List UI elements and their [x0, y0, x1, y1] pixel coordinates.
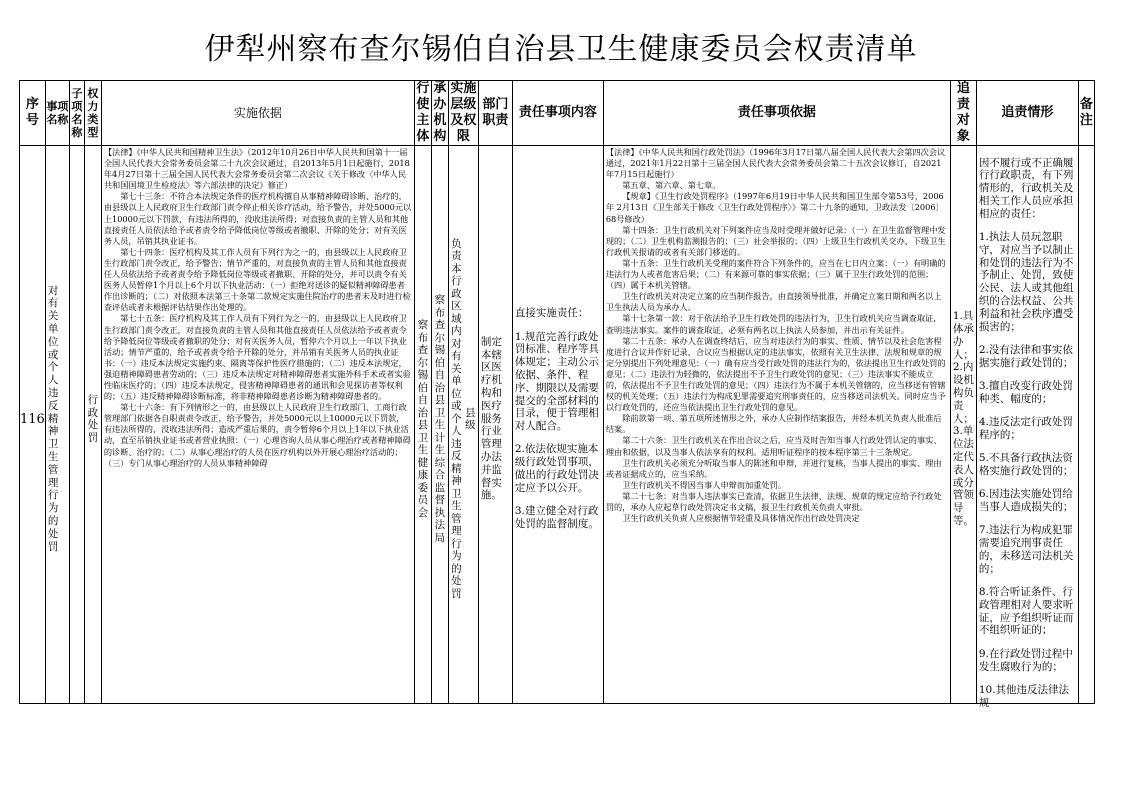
paragraph: 卫生行政机关不得因当事人申辩而加重处罚。: [622, 479, 786, 490]
paragraph: 卫生行政机关必须充分听取当事人的陈述和申辩，并进行复核，当事人提出的事实、理由或者证据成立的，应当采纳。: [605, 457, 942, 479]
cell-subject: [414, 146, 431, 704]
cell-circumstances: [976, 146, 1078, 709]
cell-agency: [431, 146, 448, 704]
header-circumstances: 追责情形: [976, 81, 1078, 146]
header-item-name: 事项名称: [45, 81, 69, 146]
header-agency: 承办机构: [433, 81, 447, 144]
paragraph: 1.执法人员玩忽职守，对应当予以制止和处罚的违法行为不予制止、处罚，致使公民、法人或其他组织的合法权益、公共利益和社会秩序遭受损害的；: [978, 230, 1074, 333]
responsibility-table: [19, 80, 1095, 709]
header-dept-duty: 部门职责: [478, 81, 512, 146]
row-resp-basis: [604, 146, 950, 694]
cell-basis: [101, 146, 414, 704]
paragraph: 第十四条：卫生行政机关对下列案件应当及时受理并做好记录：（一）在卫生监督管理中发现的；（二）卫生机构监测报告的；（三）社会举报的；（四）上级卫生行政机关交办、下级卫生行政机关报请的或者有关部门移送的。: [605, 224, 946, 257]
paragraph: 第五章、第六章、第七章。: [622, 180, 721, 191]
header-resp-content: 责任事项内容: [512, 81, 603, 146]
row-dept-duty-left: 负责本行政区域内对有关单位或个人违反精神卫生管理行为的处罚: [451, 237, 462, 600]
paragraph: 2.没有法律和事实依据实施行政处罚的；: [978, 343, 1074, 369]
paragraph: 第七十四条：医疗机构及其工作人员有下列行为之一的，由县级以上人民政府卫生行政部门责令改正，给予警告；情节严重的，对直接负责的主管人员和其他直接责任人员依法给予或者责令给予降低岗位等级或者撤职、开除的处分，并可以责令有关医务人员暂停1个月以上6个月以下执业活动：（一）拒绝对送诊的疑似精神障碍患者作出诊断的；（二）对依照本法第三十条第二款规定实施住院治疗的患者未及时进行检查评估或者未根据评估结果作出处理的。: [103, 246, 411, 313]
table-row: [20, 146, 1095, 704]
header-power-type: 权力类型: [84, 81, 101, 146]
paragraph: 3.建立健全对行政处罚的监督制度。: [514, 505, 599, 530]
header-remarks: 备注: [1078, 81, 1094, 146]
paragraph: 7.违法行为构成犯罪需要追究刑事责任的，未移送司法机关的；: [978, 524, 1074, 575]
paragraph: 8.符合听证条件、行政管理相对人要求听证，应予组织听证而不组织听证的；: [978, 586, 1074, 637]
header-seq: 序号: [20, 81, 46, 146]
cell-remarks: [1078, 146, 1094, 704]
paragraph: 第七十五条：医疗机构及其工作人员有下列行为之一的，由县级以上人民政府卫生行政部门责令改正，对直接负责的主管人员和其他直接责任人员依法给予或者责令给予降低岗位等级或者撤职的处分；对有关医务人员，暂停六个月以上一年以下执业活动；情节严重的，给予或者责令给予开除的处分，并吊销有关医务人员的执业证书：（一）违反本法规定实施约束、隔离等保护性医疗措施的；（二）违反本法规定，强迫精神障碍患者劳动的；（三）违反本法规定对精神障碍患者实施外科手术或者实验性临床医疗的；（四）违反本法规定，侵害精神障碍患者的通讯和会见探访者等权利的；（五）违反精神障碍诊断标准，将非精神障碍患者诊断为精神障碍患者的。: [103, 313, 411, 402]
paragraph: 第十五条：卫生行政机关受理的案件符合下列条件的，应当在七日内立案：（一）有明确的违法行为人或者危害后果；（二）有来源可靠的事实依据；（三）属于卫生行政处罚的范围；（四）属于本机关管辖。: [605, 257, 946, 291]
paragraph: 6.因违法实施处罚给当事人造成损失的；: [978, 488, 1074, 514]
cell-accountable: [950, 146, 976, 704]
paragraph: 2.依法依规实施本级行政处罚事项，做出的行政处罚决定应予以公开。: [514, 443, 599, 494]
row-power-type: 行政处罚: [87, 394, 99, 444]
paragraph: 卫生行政机关对决定立案的应当制作报告，由直接领导批准，并确定立案日期和两名以上卫生执法人员为承办人。: [605, 291, 942, 313]
paragraph: 【法律】《中华人民共和国精神卫生法》（2012年10月26日中华人民共和国第十一届全国人民代表大会常务委员会第二十九次会议通过，自2013年5月1日起施行，2018年4月27日第十三届全国人民代表大会常务委员会第二次会议《关于修改〈中华人民共和国国境卫生检疫法〉等六部法律的决定》修正）: [103, 147, 410, 191]
paragraph: 10.其他违反法律法规: [978, 683, 1070, 709]
paragraph: 第二十五条：承办人在调查终结后，应当对违法行为的事实、性质、情节以及社会危害程度进行合议并作好记录，合议应当根据认定的违法事实，依照有关卫生法律、法规和规章的规定分别提出下列处理意见：（一）确有应当受行政处罚的违法行为的，依法提出卫生行政处罚的意见；（二）违法行为轻微的，依法提出不予卫生行政处罚的意见；（三）违法事实不能成立的，依法提出不予卫生行政处罚的意见；（四）违法行为不属于本机关管辖的，应当移送有管辖权的机关处理；（五）违法行为构成犯罪需要追究刑事责任的，应当移送司法机关。同时应当予以行政处罚的，还应当依法提出卫生行政处罚的意见。: [605, 335, 946, 413]
header-resp-basis: 责任事项依据: [603, 81, 950, 146]
paragraph: 1.规范完善行政处罚标准、程序等具体规定；主动公示依据、条件、程序、期限以及需要提交的全部材料的目录，便于管理相对人配合。: [514, 330, 599, 433]
paragraph: 3.擅自改变行政处罚种类、幅度的；: [978, 379, 1073, 405]
paragraph: 4.违反法定行政处罚程序的；: [978, 416, 1073, 441]
row-dept-duty: 制定本辖区医疗机构和医疗服务行业管理办法并监督实施。: [480, 335, 502, 502]
cell-seq: [20, 146, 46, 704]
paragraph: 第十七条第一款：对于依法给予卫生行政处罚的违法行为，卫生行政机关应当调查取证，查明违法事实。案件的调查取证，必须有两名以上执法人员参加，并出示有关证件。: [605, 313, 942, 335]
paragraph: 卫生行政机关负责人应根据情节轻重及具体情况作出行政处罚决定: [622, 513, 860, 524]
header-sub-item: 子项名称: [69, 81, 84, 146]
header-basis: 实施依据: [101, 81, 414, 146]
row-accountable: 1.具体承办人；2.内设机构负责人；3.单位法定代表人或分管领导等。: [952, 310, 974, 527]
paragraph: 【规章】《卫生行政处罚程序》（1997年6月19日中华人民共和国卫生部令第53号，2006年 2月13日《卫生部关于修改〈卫生行政处罚程序〉》第二十九条的通知，卫政法发〔2006〕68号修改）: [605, 191, 944, 224]
paragraph: 除前款第一项、第五项所述情形之外，承办人应制作结案报告，并经本机关负责人批准后结案。: [605, 413, 942, 435]
row-item-name: 对有关单位或个人违反精神卫生管理行为的处罚: [47, 284, 59, 553]
paragraph: 第七十三条：不符合本法规定条件的医疗机构擅自从事精神障碍诊断、治疗的，由县级以上人民政府卫生行政部门责令停止相关诊疗活动，给予警告，并处5000元以上10000元以下罚款，有违法所得的，没收违法所得；对直接负责的主管人员和其他直接责任人员依法给予或者责令给予降低岗位等级或者撤职、开除的处分；对有关医务人员，吊销其执业证书。: [103, 191, 412, 246]
row-circumstances: [977, 156, 1078, 709]
paragraph: 第七十六条：有下列情形之一的，由县级以上人民政府卫生行政部门、工商行政管理部门依据各自职责责令改正，给予警告，并处5000元以上10000元以下罚款，有违法所得的，没收违法所得；造成严重后果的，责令暂停6个月以上1年以下执业活动，直至吊销执业证书或者营业执照：（一）心理咨询人员从事心理治疗或者精神障碍的诊断、治疗的；（二）从事心理治疗的人员在医疗机构以外开展心理治疗活动的；（三）专门从事心理治疗的人员从事精神障碍: [103, 402, 411, 468]
cell-sub-item: [69, 146, 84, 704]
header-level: 实施层级及权限: [450, 81, 477, 144]
header-accountable: 追责对象: [950, 81, 976, 146]
paragraph: 第二十六条：卫生行政机关在作出合议之后，应当及时告知当事人行政处罚认定的事实、理由和依据，以及当事人依法享有的权利。适用听证程序的按本程序第三十三条规定。: [605, 435, 942, 457]
cell-level: [448, 146, 478, 704]
row-subject: 察布查尔锡伯自治县卫生健康委员会: [417, 319, 429, 519]
row-agency: 察布查尔锡伯自治县卫生计生综合监督执法局: [434, 294, 446, 544]
cell-resp-basis: [603, 146, 950, 704]
cell-item-name: [45, 146, 69, 704]
page-title: 伊犁州察布查尔锡伯自治县卫生健康委员会权责清单: [204, 32, 918, 67]
paragraph: 第二十七条：对当事人违法事实已查清，依据卫生法律、法规、规章的规定应给予行政处罚的，承办人应起草行政处罚决定书文稿，报卫生行政机关负责人审批。: [605, 490, 942, 512]
cell-resp-content: [512, 146, 603, 704]
paragraph: 9.在行政处罚过程中发生腐败行为的；: [978, 647, 1073, 673]
paragraph: 直接实施责任：: [514, 307, 589, 320]
cell-dept-duty: [478, 146, 512, 704]
header-subject: 行使主体: [416, 81, 430, 144]
row-seq: 116: [20, 411, 45, 427]
paragraph: 5.不具备行政执法资格实施行政处罚的；: [978, 452, 1074, 477]
cell-power-type: [84, 146, 101, 704]
row-resp-content: [513, 297, 603, 541]
row-level: 县级: [465, 406, 476, 431]
row-basis: [102, 146, 414, 694]
paragraph: 【法律】《中华人民共和国行政处罚法》（1996年3月17日第八届全国人民代表大会第四次会议通过，2021年1月22日第十三届全国人民代表大会常务委员会第二十五次会议修订，自2021年7月15日起施行）: [605, 147, 946, 180]
table-header-row: [20, 81, 1095, 146]
paragraph: 因不履行或不正确履行行政职责，有下列情形的，行政机关及相关工作人员应承担相应的责任：: [978, 156, 1074, 220]
